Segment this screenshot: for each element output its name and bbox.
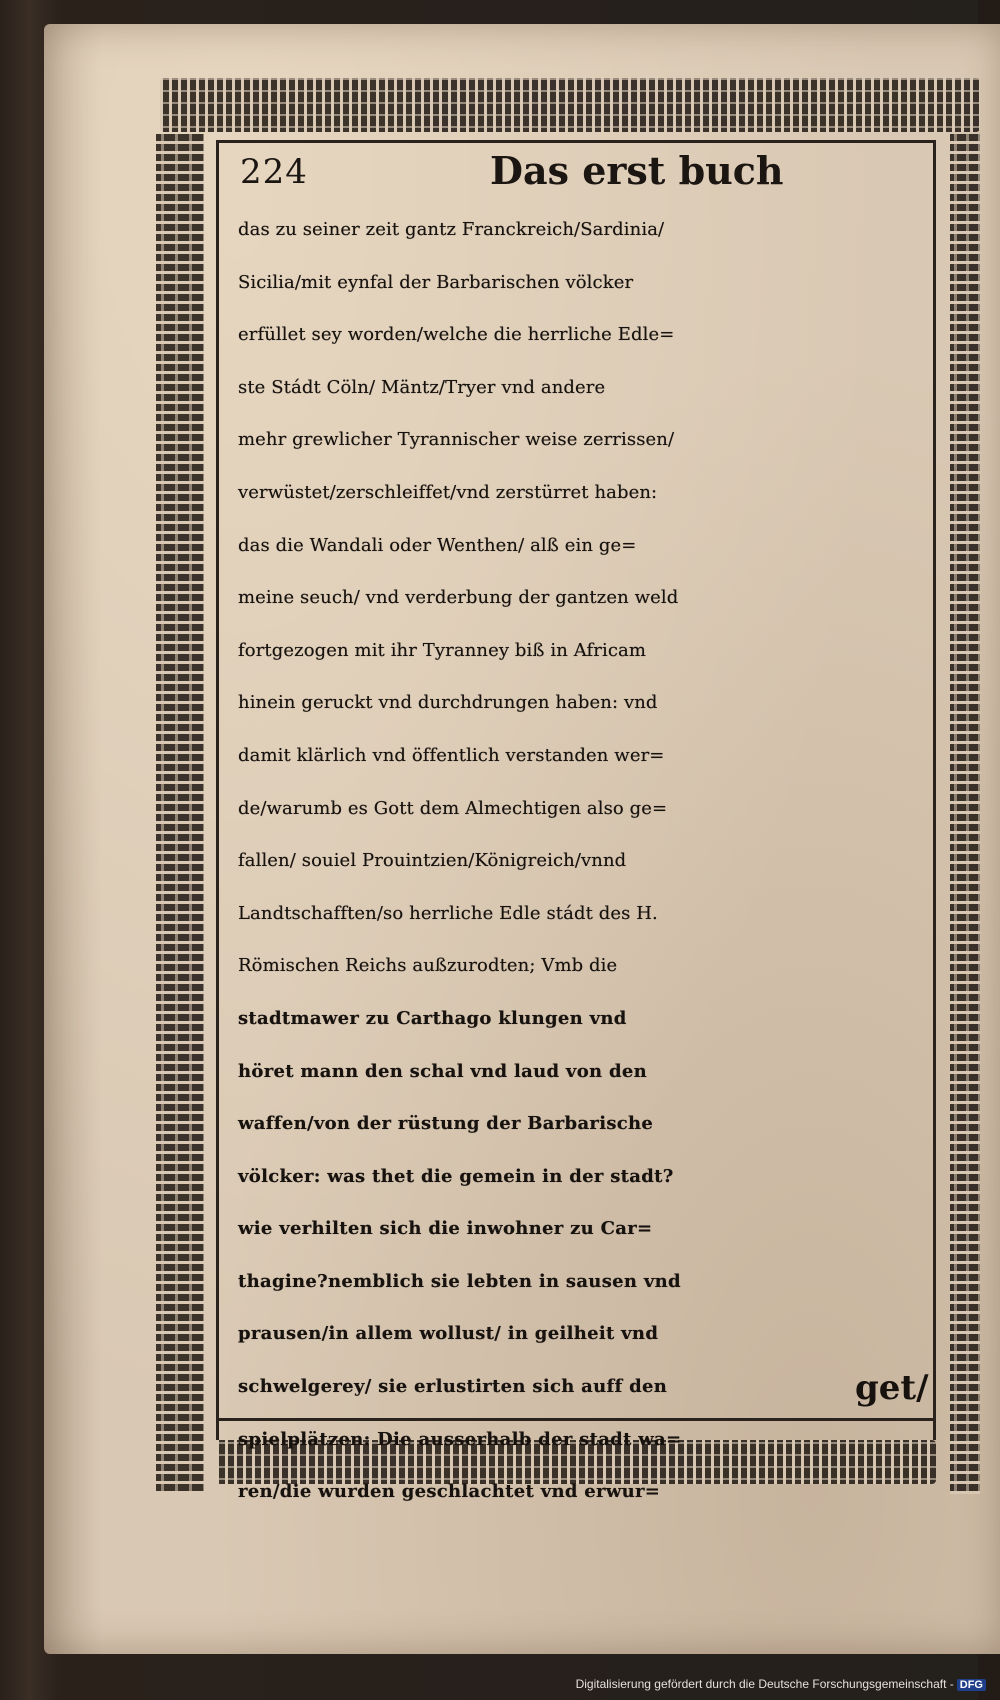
- text-line: fortgezogen mit ihr Tyranney biß in Africam: [238, 639, 646, 661]
- ornamental-border-top: [160, 78, 980, 132]
- text-line: verwüstet/zerschleiffet/vnd zerstürret haben:: [238, 481, 658, 503]
- text-line: thagine?nemblich sie lebten in sausen vnd: [238, 1270, 681, 1292]
- catchword: get/: [855, 1368, 929, 1408]
- text-line: wie verhilten sich die inwohner zu Car=: [238, 1218, 653, 1240]
- text-line: mehr grewlicher Tyrannischer weise zerrissen/: [238, 429, 675, 451]
- frame-rule-top: [216, 140, 936, 143]
- text-line: ren/die wurden geschlachtet vnd erwur=: [238, 1481, 661, 1503]
- text-line: ste Stádt Cöln/ Mäntz/Tryer vnd andere: [238, 376, 606, 398]
- ornamental-border-left: [156, 134, 204, 1494]
- text-line: das zu seiner zeit gantz Franckreich/Sardinia/: [238, 219, 665, 240]
- text-line: das die Wandali oder Wenthen/ alß ein ge=: [238, 534, 637, 556]
- text-line: hinein geruckt vnd durchdrungen haben: vnd: [238, 692, 658, 714]
- page-number: 224: [240, 152, 308, 192]
- text-line: stadtmawer zu Carthago klungen vnd: [238, 1007, 627, 1029]
- text-line: erfüllet sey worden/welche die herrliche Edle=: [238, 324, 675, 346]
- text-line: fallen/ souiel Prouintzien/Königreich/vnnd: [238, 850, 627, 872]
- credit-text: Digitalisierung gefördert durch die Deutsche Forschungsgemeinschaft -: [575, 1677, 954, 1691]
- text-line: völcker: was thet die gemein in der stadt?: [238, 1165, 674, 1187]
- text-line: Römischen Reichs außzurodten; Vmb die: [238, 955, 618, 977]
- body-text: [238, 204, 938, 1519]
- running-title: Das erst buch: [490, 148, 784, 193]
- text-line: de/warumb es Gott dem Almechtigen also ge=: [238, 797, 668, 819]
- frame-rule-left: [216, 140, 219, 1440]
- text-line: prausen/in allem wollust/ in geilheit vnd: [238, 1323, 659, 1345]
- text-line: Landtschafften/so herrliche Edle stádt des H.: [238, 902, 658, 924]
- text-line: waffen/von der rüstung der Barbarische: [238, 1113, 654, 1135]
- text-line: meine seuch/ vnd verderbung der gantzen weld: [238, 587, 679, 609]
- text-line: Sicilia/mit eynfal der Barbarischen völcker: [238, 271, 634, 293]
- text-line: höret mann den schal vnd laud von den: [238, 1060, 647, 1082]
- digitization-credit: [576, 1677, 986, 1691]
- text-line: damit klärlich vnd öffentlich verstanden wer=: [238, 744, 665, 766]
- text-line: spielplätzen: Die ausserhalb der stadt wa=: [238, 1428, 682, 1450]
- ornamental-border-right: [950, 134, 980, 1494]
- text-line: schwelgerey/ sie erlustirten sich auff den: [238, 1376, 668, 1398]
- dfg-logo: DFG: [957, 1679, 986, 1691]
- page-header: [240, 148, 930, 200]
